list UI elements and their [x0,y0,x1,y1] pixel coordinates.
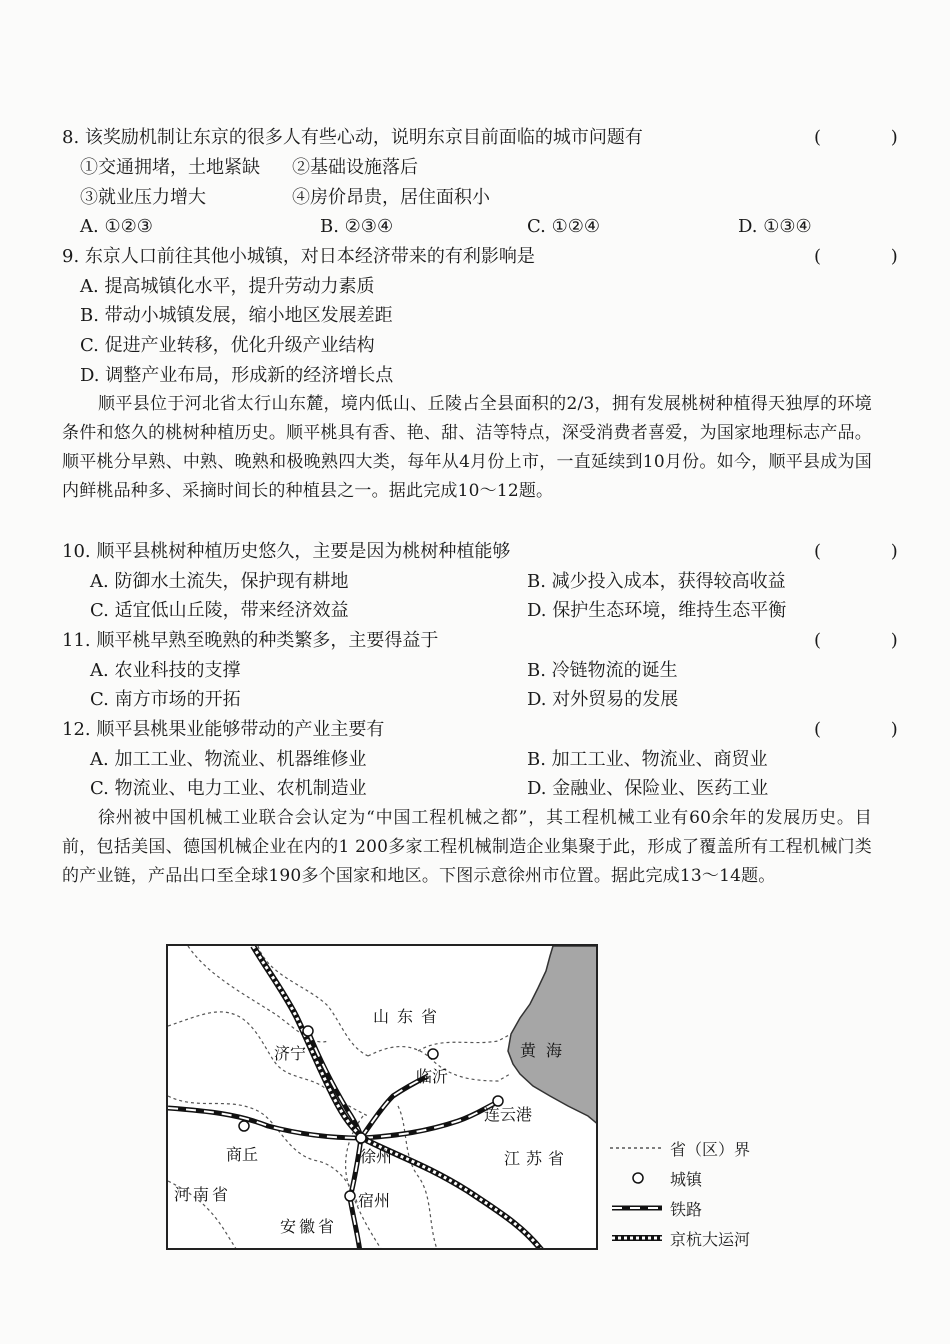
legend-town [610,1167,810,1191]
label-jining: 济宁 [274,1044,307,1063]
label-lianyungang: 连云港 [484,1105,533,1124]
q10-option-a: A. 防御水土流失，保护现有耕地 [90,571,349,592]
q8-item-2: ②基础设施落后 [292,157,418,178]
q8-option-b: B. ②③④ [320,216,394,237]
q9-option-a: A. 提高城镇化水平，提升劳动力素质 [80,276,375,297]
q11-option-d: D. 对外贸易的发展 [527,689,679,710]
q12-stem: 12. 顺平县桃果业能够带动的产业主要有 [62,719,385,740]
q9-option-d: D. 调整产业布局，形成新的经济增长点 [80,365,394,386]
q10-option-c: C. 适宜低山丘陵，带来经济效益 [90,600,349,621]
q8-item-1: ①交通拥堵，土地紧缺 [80,157,260,178]
legend-railway [610,1197,810,1221]
label-jiangsu: 江苏省 [504,1149,571,1168]
legend-canal-label: 京杭大运河 [670,1230,751,1249]
q11-stem: 11. 顺平桃早熟至晚熟的种类繁多，主要得益于 [62,630,439,651]
q9-answer-bracket: ( ) [814,246,930,267]
q8-item-3: ③就业压力增大 [80,187,206,208]
q8-option-c: C. ①②④ [527,216,600,237]
q11-option-a: A. 农业科技的支撑 [90,660,241,681]
q10-stem: 10. 顺平县桃树种植历史悠久，主要是因为桃树种植能够 [62,541,511,562]
q12-option-d: D. 金融业、保险业、医药工业 [527,778,769,799]
q11-option-c: C. 南方市场的开拓 [90,689,241,710]
legend-boundary-icon [610,1141,666,1155]
q8-option-d: D. ①③④ [738,216,812,237]
passage-shunping: 顺平县位于河北省太行山东麓，境内低山、丘陵占全县面积的2/3，拥有发展桃树种植得天独厚的环境条件和悠久的桃树种植历史。顺平桃具有香、艳、甜、洁等特点，深受消费者喜爱，为国家地理标志产品。顺平桃分早熟、中熟、晚熟和极晚熟四大类，每年从4月份上市，一直延续到10月份。如今，顺平县成为国内鲜桃品种多、采摘时间长的种植县之一。据此完成10～12题。 [62,394,872,501]
legend-railway-icon [610,1201,666,1215]
yellow-sea-area [508,946,598,1126]
q12-option-a: A. 加工工业、物流业、机器维修业 [90,749,367,770]
q11-answer-bracket: ( ) [814,630,930,651]
legend-town-label: 城镇 [670,1170,703,1189]
q8-item-4: ④房价昂贵，居住面积小 [292,187,490,208]
legend-railway-label: 铁路 [670,1200,703,1219]
passage-xuzhou: 徐州被中国机械工业联合会认定为“中国工程机械之都”，其工程机械工业有60余年的发展历史。目前，包括美国、德国机械企业在内的1 200多家工程机械制造企业集聚于此，形成了覆盖所有工程机械门类的产业链，产品出口至全球190多个国家和地区。下图示意徐州市位置。据此完成13～14题。 [62,808,872,886]
q8-option-a: A. ①②③ [80,216,153,237]
q12-answer-bracket: ( ) [814,719,930,740]
q12-option-b: B. 加工工业、物流业、商贸业 [527,749,768,770]
legend-canal [610,1227,810,1251]
q12-option-c: C. 物流业、电力工业、农机制造业 [90,778,367,799]
q9-stem: 9. 东京人口前往其他小城镇，对日本经济带来的有利影响是 [62,246,535,267]
label-anhui: 安徽省 [280,1217,338,1236]
label-suzhou: 宿州 [358,1191,391,1210]
q8-answer-bracket: ( ) [814,127,930,148]
label-linyi: 临沂 [416,1067,449,1086]
label-henan: 河南省 [174,1185,232,1204]
label-yellow-sea: 黄海 [520,1041,573,1060]
q9-option-b: B. 带动小城镇发展，缩小地区发展差距 [80,305,393,326]
xuzhou-location-map [166,944,598,1250]
q10-option-b: B. 减少投入成本，获得较高收益 [527,571,786,592]
label-shangqiu: 商丘 [226,1145,259,1164]
q10-option-d: D. 保护生态环境，维持生态平衡 [527,600,787,621]
legend-boundary [610,1137,810,1161]
label-shandong: 山东省 [373,1007,446,1026]
legend-canal-icon [610,1231,666,1245]
label-xuzhou: 徐州 [360,1147,393,1166]
q9-option-c: C. 促进产业转移，优化升级产业结构 [80,335,375,356]
legend-boundary-label: 省（区）界 [670,1140,751,1159]
q8-stem: 8. 该奖励机制让东京的很多人有些心动，说明东京目前面临的城市问题有 [62,127,643,148]
q10-answer-bracket: ( ) [814,541,930,562]
legend-town-icon [610,1171,666,1185]
q11-option-b: B. 冷链物流的诞生 [527,660,678,681]
